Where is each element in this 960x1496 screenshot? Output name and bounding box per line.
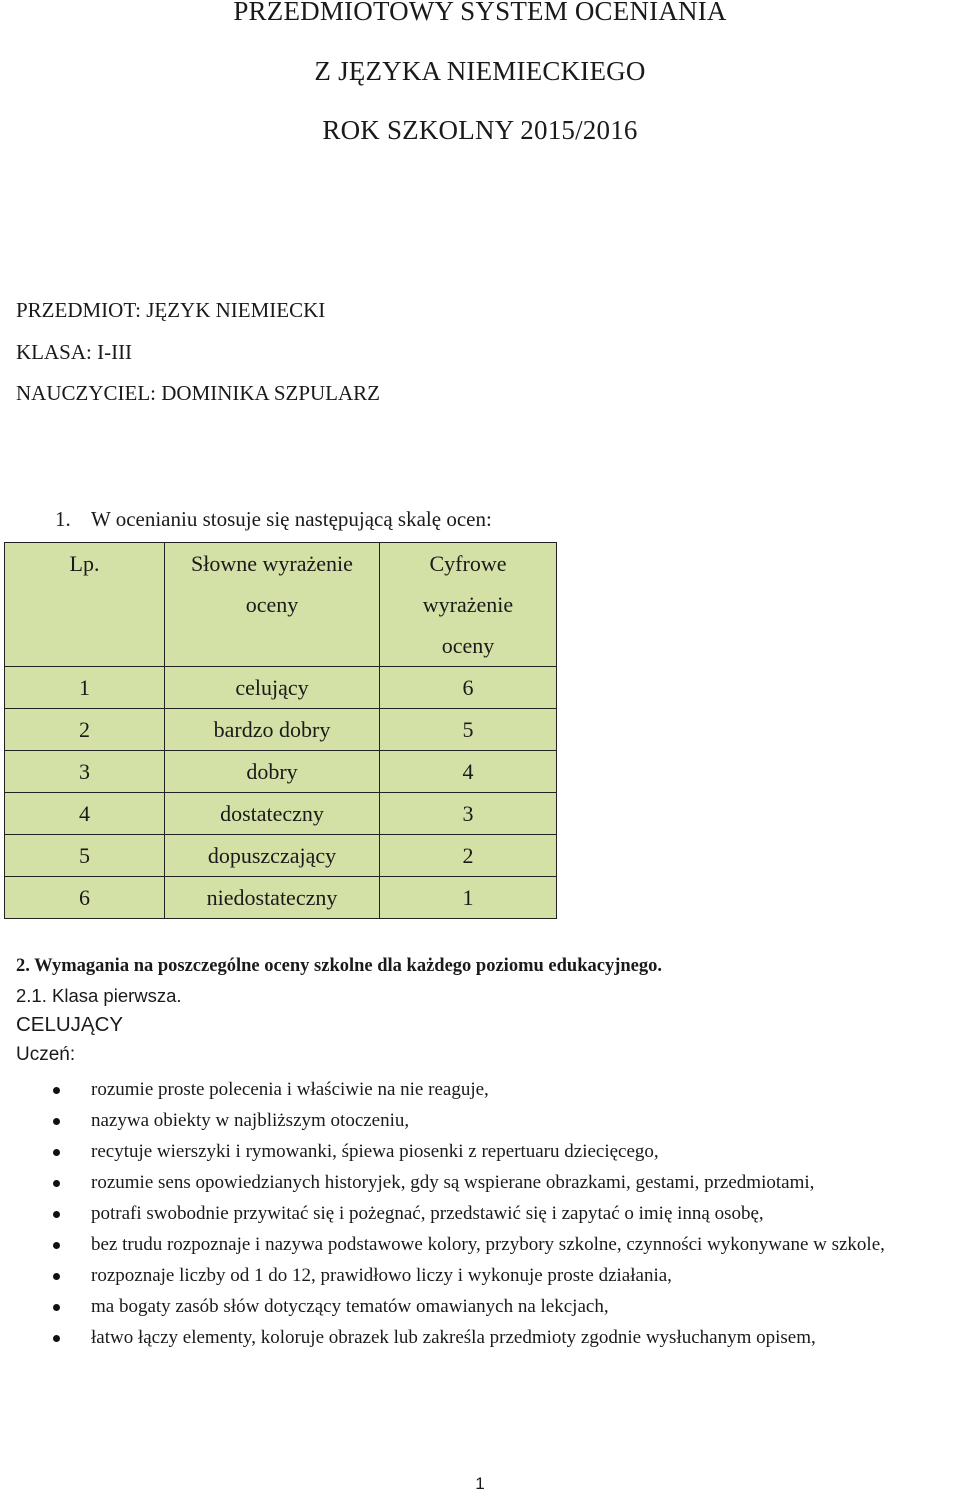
cell-lp: 4 — [5, 793, 165, 835]
list-item-text: rozumie proste polecenia i właściwie na nie reaguje, — [91, 1079, 489, 1100]
list-item — [0, 1229, 960, 1260]
cell-verbal: dopuszczający — [165, 835, 380, 877]
bullet-icon — [53, 1211, 60, 1218]
header-verbal-line-1: Słowne wyrażenie — [191, 551, 353, 576]
cell-lp: 5 — [5, 835, 165, 877]
grade-label: CELUJĄCY — [16, 1013, 124, 1036]
list-item — [0, 1074, 960, 1105]
requirements-list — [0, 1074, 960, 1353]
cell-verbal: dostateczny — [165, 793, 380, 835]
cell-lp: 1 — [5, 667, 165, 709]
list-item — [0, 1167, 960, 1198]
list-item — [0, 1198, 960, 1229]
list-item-text: recytuje wierszyki i rymowanki, śpiewa piosenki z repertuaru dziecięcego, — [91, 1141, 659, 1162]
table-header-row — [5, 543, 557, 667]
bullet-icon — [53, 1149, 60, 1156]
doc-title-line-2: Z JĘZYKA NIEMIECKIEGO — [314, 56, 646, 86]
table-row — [5, 667, 557, 709]
list-item-text: rozumie sens opowiedzianych historyjek, gdy są wspierane obrazkami, gestami, przedmiotami, — [91, 1172, 815, 1193]
grade-scale-table — [4, 542, 557, 919]
table-row — [5, 877, 557, 919]
cell-verbal: niedostateczny — [165, 877, 380, 919]
section-2-heading: 2. Wymagania na poszczególne oceny szkolne dla każdego poziomu edukacyjnego. — [16, 956, 662, 976]
table-row — [5, 751, 557, 793]
list-item-text: rozpoznaje liczby od 1 do 12, prawidłowo liczy i wykonuje proste działania, — [91, 1265, 672, 1286]
list-item-text: łatwo łączy elementy, koloruje obrazek lub zakreśla przedmioty zgodnie wysłuchanym opisem, — [91, 1327, 816, 1348]
header-numeric-line-2: wyrażenie — [422, 592, 514, 617]
section-1-text: W ocenianiu stosuje się następującą skalę ocen: — [91, 507, 492, 531]
table-row — [5, 793, 557, 835]
doc-title-line-3: ROK SZKOLNY 2015/2016 — [322, 115, 638, 145]
page-number: 1 — [475, 1474, 485, 1493]
list-item — [0, 1105, 960, 1136]
list-item-text: ma bogaty zasób słów dotyczący tematów omawianych na lekcjach, — [91, 1296, 609, 1317]
teacher-line: NAUCZYCIEL: DOMINIKA SZPULARZ — [16, 381, 380, 405]
list-item — [0, 1136, 960, 1167]
list-item-text: bez trudu rozpoznaje i nazywa podstawowe kolory, przybory szkolne, czynności wykonywane w szkole, — [91, 1234, 885, 1255]
header-verbal-line-2: oceny — [245, 592, 299, 617]
header-lp: Lp. — [5, 543, 165, 667]
table-row — [5, 835, 557, 877]
class-line: KLASA: I-III — [16, 340, 133, 364]
cell-numeric: 2 — [380, 835, 557, 877]
cell-numeric: 3 — [380, 793, 557, 835]
student-label: Uczeń: — [16, 1044, 76, 1065]
cell-numeric: 1 — [380, 877, 557, 919]
list-item-text: nazywa obiekty w najbliższym otoczeniu, — [91, 1110, 410, 1131]
bullet-icon — [53, 1273, 60, 1280]
bullet-icon — [53, 1242, 60, 1249]
header-numeric — [380, 543, 557, 667]
subject-line: PRZEDMIOT: JĘZYK NIEMIECKI — [16, 298, 326, 322]
bullet-icon — [53, 1118, 60, 1125]
bullet-icon — [53, 1180, 60, 1187]
cell-numeric: 4 — [380, 751, 557, 793]
cell-verbal: dobry — [165, 751, 380, 793]
list-item — [0, 1291, 960, 1322]
list-item — [0, 1260, 960, 1291]
doc-title-line-1: PRZEDMIOTOWY SYSTEM OCENIANIA — [233, 0, 727, 26]
header-verbal — [165, 543, 380, 667]
cell-verbal: bardzo dobry — [165, 709, 380, 751]
bullet-icon — [53, 1304, 60, 1311]
list-item-text: potrafi swobodnie przywitać się i pożegnać, przedstawić się i zapytać o imię inną osobę, — [91, 1203, 764, 1224]
list-item — [0, 1322, 960, 1353]
cell-lp: 6 — [5, 877, 165, 919]
cell-lp: 2 — [5, 709, 165, 751]
table-row — [5, 709, 557, 751]
cell-numeric: 5 — [380, 709, 557, 751]
header-numeric-line-1: Cyfrowe — [429, 551, 507, 576]
bullet-icon — [53, 1087, 60, 1094]
cell-numeric: 6 — [380, 667, 557, 709]
section-1-heading — [55, 507, 492, 532]
cell-verbal: celujący — [165, 667, 380, 709]
subsection-heading: 2.1. Klasa pierwsza. — [16, 985, 182, 1006]
bullet-icon — [53, 1335, 60, 1342]
cell-lp: 3 — [5, 751, 165, 793]
section-1-number: 1. — [55, 507, 71, 531]
header-numeric-line-3: oceny — [441, 633, 495, 658]
